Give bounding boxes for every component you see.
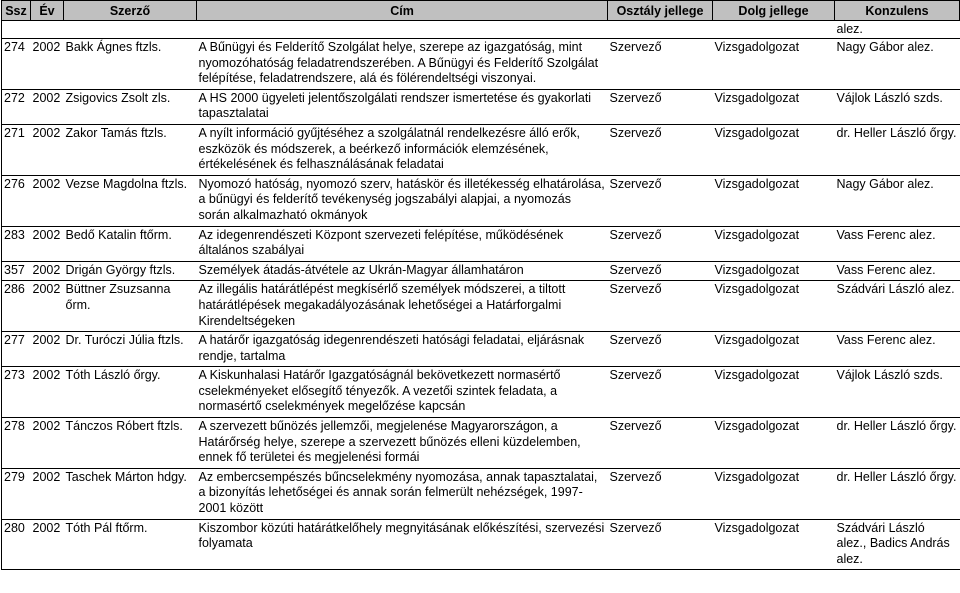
cell-dolg: Vizsgadolgozat: [713, 226, 835, 261]
table-row: [2, 39, 960, 90]
header-szerzo: Szerző: [64, 1, 197, 21]
cell-ssz: 274: [2, 39, 31, 90]
cell-konzulens: Szádvári László alez., Badics András alez.: [835, 519, 960, 570]
cell-ssz: 276: [2, 175, 31, 226]
cell-cim: Az embercsempészés bűncselekmény nyomozása, annak tapasztalatai, a bizonyítás lehetőségei és annak során felmerült nehézségek, 1997-2001 között: [197, 468, 608, 519]
cell-cim: A HS 2000 ügyeleti jelentőszolgálati rendszer ismertetése és gyakorlati tapasztalatai: [197, 89, 608, 124]
cell-szerzo: Dr. Turóczi Júlia ftzls.: [64, 332, 197, 367]
header-dolg: Dolg jellege: [713, 1, 835, 21]
cell-ev: 2002: [31, 175, 64, 226]
cell-dolg: Vizsgadolgozat: [713, 39, 835, 90]
cell-ev: 2002: [31, 281, 64, 332]
cut-off-row: [2, 21, 960, 39]
cell-cim: A nyílt információ gyűjtéséhez a szolgálatnál rendelkezésre álló erők, eszközök és módszerek, a beérkező információk elemzésének, értékelésének és felhasználásának feladatai: [197, 124, 608, 175]
cell-dolg: Vizsgadolgozat: [713, 468, 835, 519]
cell-osztaly: Szervező: [608, 175, 713, 226]
cell-ev: 2002: [31, 367, 64, 418]
cell-dolg: Vizsgadolgozat: [713, 367, 835, 418]
cell-konzulens: Nagy Gábor alez.: [835, 39, 960, 90]
table-row: [2, 124, 960, 175]
cell-szerzo: Vezse Magdolna ftzls.: [64, 175, 197, 226]
cell-ssz: 280: [2, 519, 31, 570]
cell-szerzo: Bakk Ágnes ftzls.: [64, 39, 197, 90]
cell-ssz: 277: [2, 332, 31, 367]
cell-szerzo: Tóth László őrgy.: [64, 367, 197, 418]
cell-osztaly: Szervező: [608, 418, 713, 469]
cell-ev: 2002: [31, 418, 64, 469]
cell-ssz: 286: [2, 281, 31, 332]
cell-osztaly: Szervező: [608, 39, 713, 90]
header-konzulens: Konzulens: [835, 1, 960, 21]
cell-konzulens: Vájlok László szds.: [835, 367, 960, 418]
table-row: [2, 261, 960, 281]
cell-cim: Kiszombor közúti határátkelőhely megnyitásának előkészítési, szervezési folyamata: [197, 519, 608, 570]
cell-ssz: 272: [2, 89, 31, 124]
cell-konzulens: Szádvári László alez.: [835, 281, 960, 332]
cell-szerzo: Tóth Pál ftőrm.: [64, 519, 197, 570]
cell-ev: 2002: [31, 332, 64, 367]
cell-ssz: 279: [2, 468, 31, 519]
cell-osztaly: Szervező: [608, 124, 713, 175]
cell-cim: Nyomozó hatóság, nyomozó szerv, hatáskör és illetékesség elhatárolása, a bűnügyi és felderítő tevékenység jogszabályi alapjai, a nyomozás során alkalmazható okmányok: [197, 175, 608, 226]
cell-dolg: Vizsgadolgozat: [713, 332, 835, 367]
table-row: [2, 468, 960, 519]
table-row: [2, 519, 960, 570]
table-row: [2, 226, 960, 261]
cell-ev: 2002: [31, 261, 64, 281]
table-row: [2, 332, 960, 367]
cell-szerzo: Zsigovics Zsolt zls.: [64, 89, 197, 124]
cell-konzulens: dr. Heller László őrgy.: [835, 468, 960, 519]
cell-dolg: Vizsgadolgozat: [713, 175, 835, 226]
cell-ev: 2002: [31, 226, 64, 261]
table-row: [2, 367, 960, 418]
cell-dolg: Vizsgadolgozat: [713, 281, 835, 332]
cell-szerzo: Zakor Tamás ftzls.: [64, 124, 197, 175]
header-cim: Cím: [197, 1, 608, 21]
table-header-row: [2, 1, 960, 21]
cell-osztaly: Szervező: [608, 261, 713, 281]
cell-ssz: 357: [2, 261, 31, 281]
cell-cim: Személyek átadás-átvétele az Ukrán-Magyar államhatáron: [197, 261, 608, 281]
header-osztaly: Osztály jellege: [608, 1, 713, 21]
cell-konzulens: Vass Ferenc alez.: [835, 226, 960, 261]
cell-cim: Az idegenrendészeti Központ szervezeti felépítése, működésének általános szabályai: [197, 226, 608, 261]
cut-off-consultant: alez.: [835, 21, 960, 39]
cell-konzulens: dr. Heller László őrgy.: [835, 418, 960, 469]
cell-ssz: 283: [2, 226, 31, 261]
cell-ev: 2002: [31, 39, 64, 90]
cell-konzulens: dr. Heller László őrgy.: [835, 124, 960, 175]
cell-cim: Az illegális határátlépést megkísérlő személyek módszerei, a tiltott határátlépések megakadályozásának lehetőségei a Határforgalmi Kirendeltségeken: [197, 281, 608, 332]
cell-ev: 2002: [31, 519, 64, 570]
thesis-table: [1, 0, 960, 570]
table-row: [2, 418, 960, 469]
cell-dolg: Vizsgadolgozat: [713, 89, 835, 124]
cell-dolg: Vizsgadolgozat: [713, 124, 835, 175]
cell-cim: A határőr igazgatóság idegenrendészeti hatósági feladatai, eljárásnak rendje, tartalma: [197, 332, 608, 367]
cell-dolg: Vizsgadolgozat: [713, 261, 835, 281]
cell-cim: A Kiskunhalasi Határőr Igazgatóságnál bekövetkezett normasértő cselekményeket elősegítő tényezők. A vezetői szintek feladata, a normasértő cselekmények megelőzése kapcsán: [197, 367, 608, 418]
cell-ev: 2002: [31, 124, 64, 175]
cell-osztaly: Szervező: [608, 519, 713, 570]
cell-dolg: Vizsgadolgozat: [713, 418, 835, 469]
cell-szerzo: Drigán György ftzls.: [64, 261, 197, 281]
cell-ev: 2002: [31, 89, 64, 124]
cell-osztaly: Szervező: [608, 89, 713, 124]
table-row: [2, 281, 960, 332]
cell-szerzo: Büttner Zsuzsanna őrm.: [64, 281, 197, 332]
cell-osztaly: Szervező: [608, 226, 713, 261]
cell-ev: 2002: [31, 468, 64, 519]
cell-osztaly: Szervező: [608, 332, 713, 367]
header-ev: Év: [31, 1, 64, 21]
cell-osztaly: Szervező: [608, 367, 713, 418]
cell-szerzo: Tánczos Róbert ftzls.: [64, 418, 197, 469]
cell-konzulens: Vass Ferenc alez.: [835, 261, 960, 281]
cell-cim: A Bűnügyi és Felderítő Szolgálat helye, szerepe az igazgatóság, mint nyomozóhatóság feladatrendszerében. A Bűnügyi és Felderítő Szolgálat felépítése, feladatrendszere, alá és fölérendeltségi viszonyai.: [197, 39, 608, 90]
cell-ssz: 278: [2, 418, 31, 469]
cell-osztaly: Szervező: [608, 468, 713, 519]
table-row: [2, 89, 960, 124]
cell-konzulens: Vájlok László szds.: [835, 89, 960, 124]
cell-osztaly: Szervező: [608, 281, 713, 332]
cell-ssz: 271: [2, 124, 31, 175]
cell-cim: A szervezett bűnözés jellemzői, megjelenése Magyarországon, a Határőrség helye, szerepe a szervezett bűnözés elleni küzdelemben, ennek fő területei és megjelenési formái: [197, 418, 608, 469]
cell-konzulens: Nagy Gábor alez.: [835, 175, 960, 226]
cell-szerzo: Taschek Márton hdgy.: [64, 468, 197, 519]
table-row: [2, 175, 960, 226]
header-ssz: Ssz: [2, 1, 31, 21]
cell-konzulens: Vass Ferenc alez.: [835, 332, 960, 367]
cell-szerzo: Bedő Katalin ftőrm.: [64, 226, 197, 261]
cell-ssz: 273: [2, 367, 31, 418]
cell-dolg: Vizsgadolgozat: [713, 519, 835, 570]
